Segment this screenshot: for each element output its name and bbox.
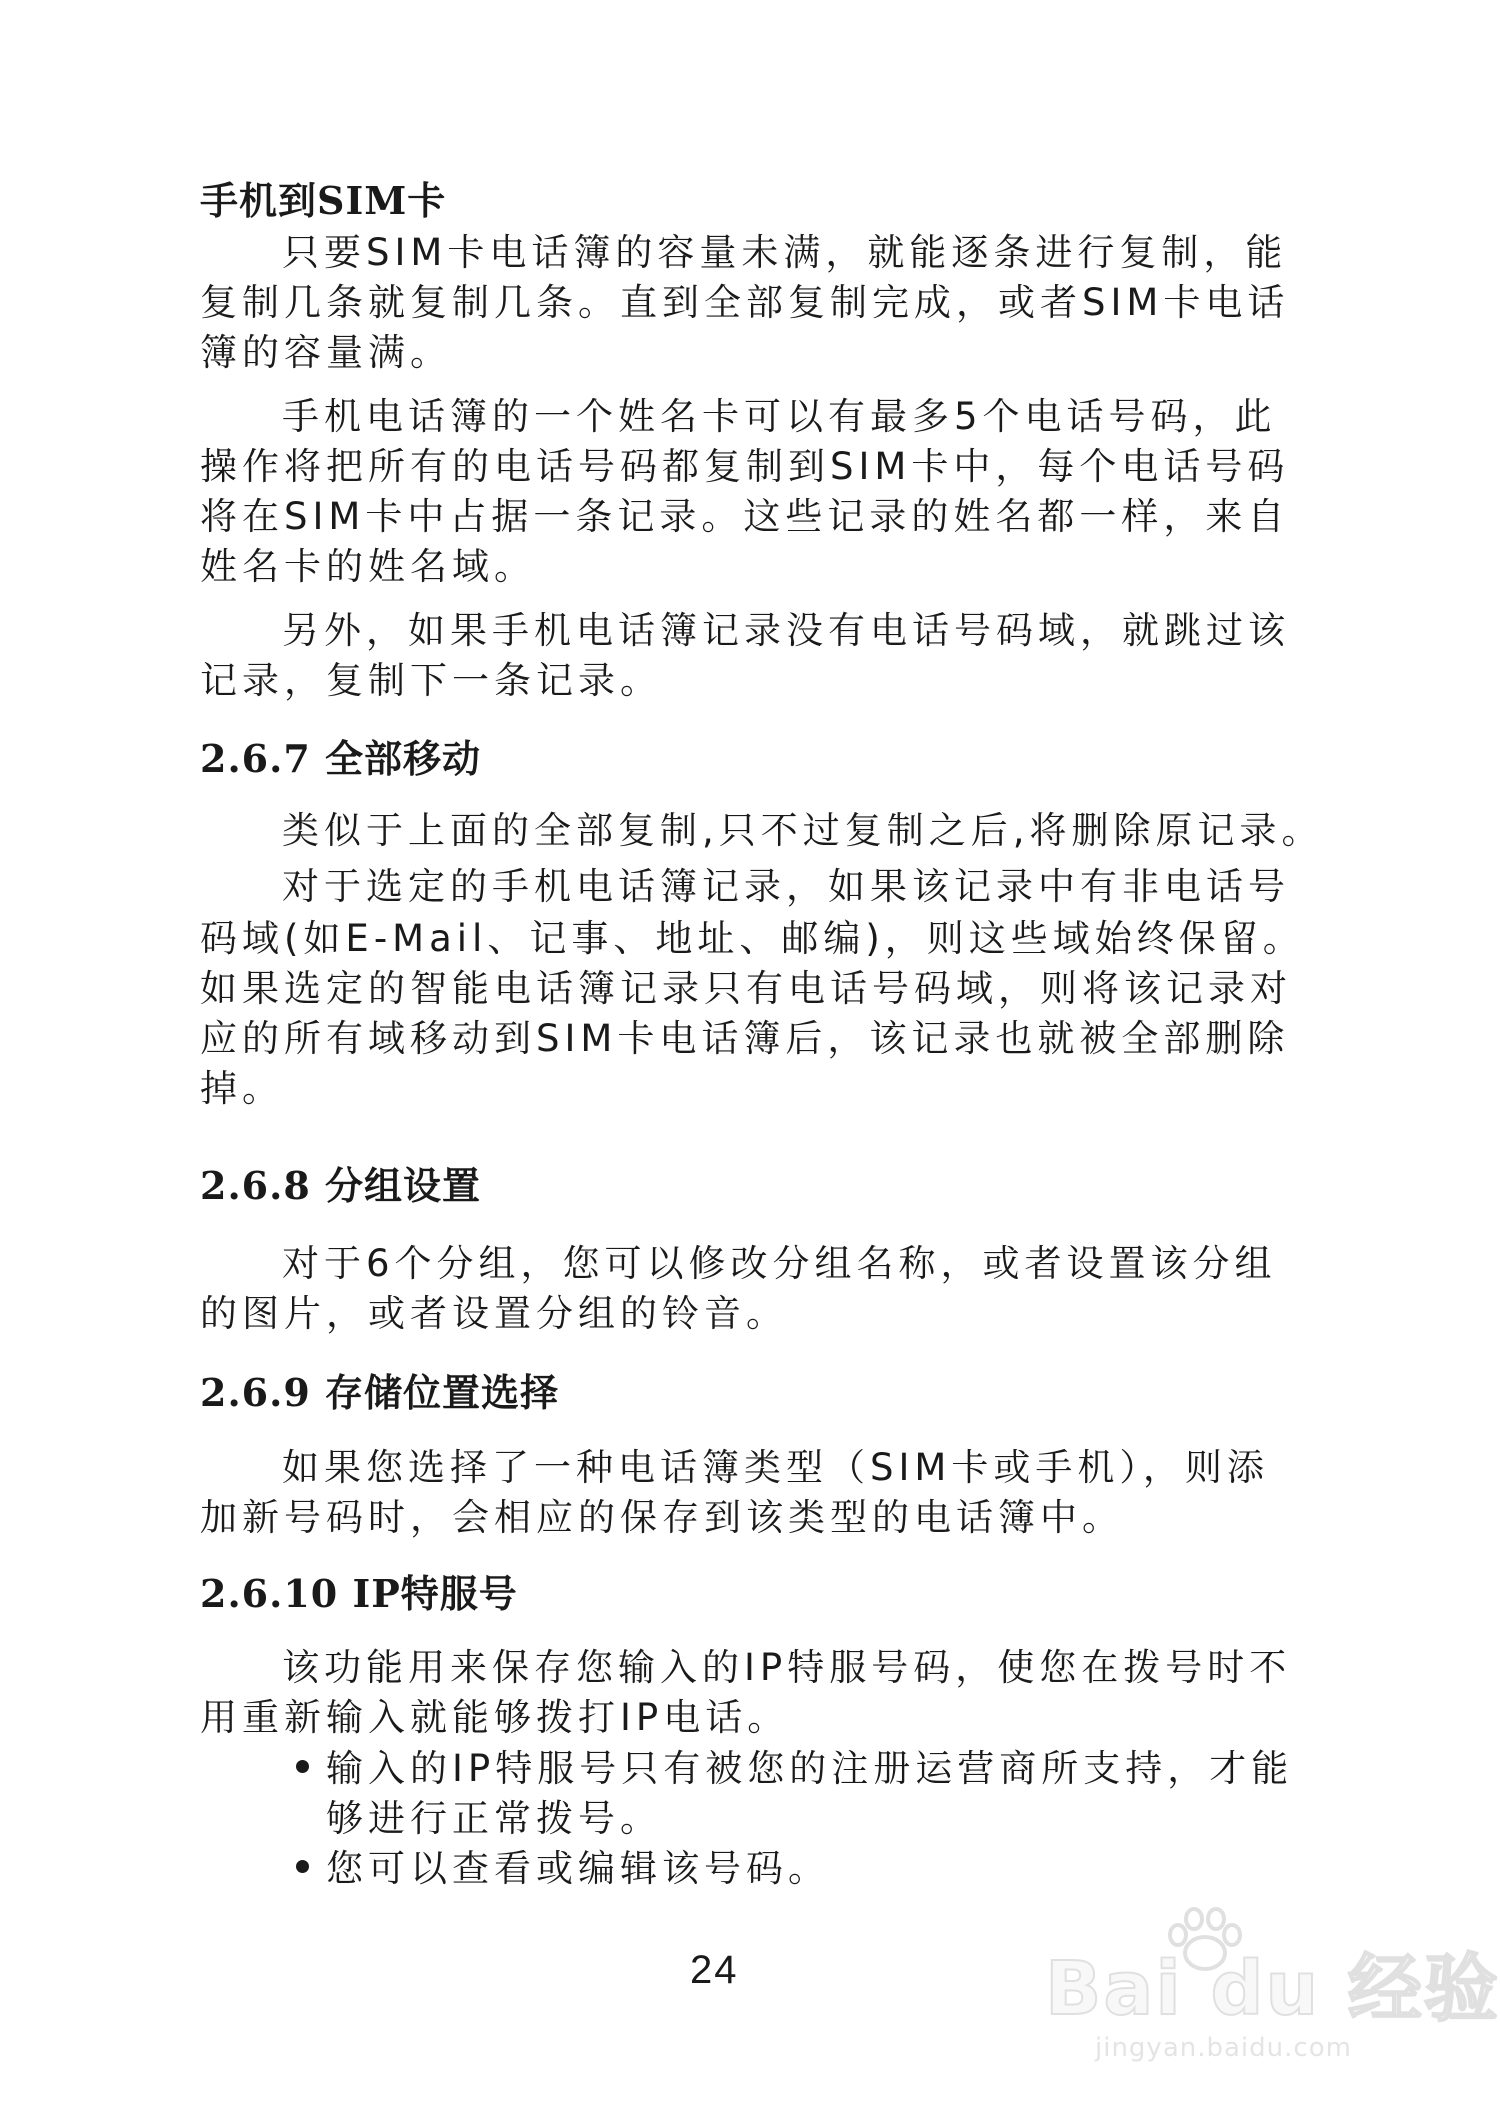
bullet-item-line: 输入的IP特服号只有被您的注册运营商所支持，才能 <box>326 1747 1294 1790</box>
paragraph-line: 加新号码时，会相应的保存到该类型的电话簿中。 <box>200 1496 1124 1539</box>
paragraph-line: 如果您选择了一种电话簿类型（SIM卡或手机），则添 <box>282 1446 1269 1489</box>
paragraph-line: 操作将把所有的电话号码都复制到SIM卡中，每个电话号码 <box>200 445 1290 488</box>
paragraph-line: 记录，复制下一条记录。 <box>200 659 662 702</box>
page-number: 24 <box>690 1948 739 1992</box>
baidu-jingyan-watermark <box>1045 1905 1500 2075</box>
section-heading-phone-to-sim: 手机到SIM卡 <box>200 178 447 223</box>
paragraph-line: 该功能用来保存您输入的IP特服号码，使您在拨号时不 <box>282 1646 1292 1689</box>
section-heading-2-6-7: 2.6.7 全部移动 <box>200 736 482 781</box>
bullet-item-line: 您可以查看或编辑该号码。 <box>326 1847 830 1890</box>
paragraph-line: 将在SIM卡中占据一条记录。这些记录的姓名都一样，来自 <box>200 495 1290 538</box>
paragraph-line: 姓名卡的姓名域。 <box>200 545 536 588</box>
bullet-item-line: 够进行正常拨号。 <box>326 1797 662 1840</box>
paragraph-line: 手机电话簿的一个姓名卡可以有最多5个电话号码，此 <box>282 395 1277 438</box>
bullet-dot <box>296 1860 309 1873</box>
paragraph-line: 另外，如果手机电话簿记录没有电话号码域，就跳过该 <box>282 609 1290 652</box>
paragraph-line: 类似于上面的全部复制,只不过复制之后,将删除原记录。 <box>282 809 1324 852</box>
section-heading-2-6-9: 2.6.9 存储位置选择 <box>200 1370 560 1415</box>
paragraph-line: 码域(如E-Mail、记事、地址、邮编)，则这些域始终保留。 <box>200 917 1305 960</box>
section-heading-2-6-8: 2.6.8 分组设置 <box>200 1163 482 1208</box>
watermark-url: jingyan.baidu.com <box>1095 2033 1352 2063</box>
bullet-dot <box>296 1760 309 1773</box>
paragraph-line: 簿的容量满。 <box>200 331 452 374</box>
paragraph-line: 对于6个分组，您可以修改分组名称，或者设置该分组 <box>282 1242 1277 1285</box>
section-heading-2-6-10: 2.6.10 IP特服号 <box>200 1571 518 1616</box>
paragraph-line: 只要SIM卡电话簿的容量未满，就能逐条进行复制，能 <box>282 231 1288 274</box>
paragraph-line: 用重新输入就能够拨打IP电话。 <box>200 1696 790 1739</box>
paragraph-line: 如果选定的智能电话簿记录只有电话号码域，则将该记录对 <box>200 967 1292 1010</box>
paragraph-line: 的图片，或者设置分组的铃音。 <box>200 1292 788 1335</box>
paragraph-line: 复制几条就复制几条。直到全部复制完成，或者SIM卡电话 <box>200 281 1290 324</box>
watermark-logo-text: Bai du 经验 <box>1045 1946 1500 2032</box>
paragraph-line: 应的所有域移动到SIM卡电话簿后，该记录也就被全部删除 <box>200 1017 1290 1060</box>
paragraph-line: 掉。 <box>200 1067 284 1110</box>
paragraph-line: 对于选定的手机电话簿记录，如果该记录中有非电话号 <box>282 865 1290 908</box>
